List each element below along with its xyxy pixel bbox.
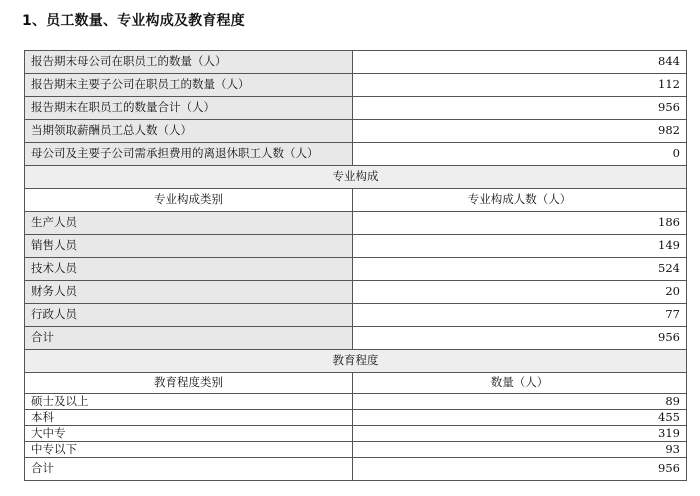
table-row	[25, 120, 687, 143]
table-row	[25, 442, 687, 458]
table-row	[25, 410, 687, 426]
row-label: 本科	[25, 410, 353, 426]
section-header-row	[25, 166, 687, 189]
row-label: 报告期末母公司在职员工的数量（人）	[25, 51, 353, 74]
table-row	[25, 51, 687, 74]
row-label: 行政人员	[25, 304, 353, 327]
column-header-row	[25, 373, 687, 394]
row-value: 524	[353, 258, 687, 281]
row-label: 技术人员	[25, 258, 353, 281]
table-row-total	[25, 458, 687, 481]
row-value: 112	[353, 74, 687, 97]
table-row	[25, 97, 687, 120]
table-row	[25, 74, 687, 97]
column-header-category: 教育程度类别	[25, 373, 353, 394]
row-label: 报告期末在职员工的数量合计（人）	[25, 97, 353, 120]
table-row-total	[25, 327, 687, 350]
row-value: 93	[353, 442, 687, 458]
row-value: 20	[353, 281, 687, 304]
row-label: 合计	[25, 458, 353, 481]
page-title: 1、员工数量、专业构成及教育程度	[22, 13, 245, 29]
row-value: 844	[353, 51, 687, 74]
row-label: 销售人员	[25, 235, 353, 258]
section-title-education: 教育程度	[25, 350, 687, 373]
row-value: 982	[353, 120, 687, 143]
employee-table	[24, 50, 687, 481]
row-value: 956	[353, 458, 687, 481]
row-value: 89	[353, 394, 687, 410]
row-label: 母公司及主要子公司需承担费用的离退休职工人数（人）	[25, 143, 353, 166]
row-value: 455	[353, 410, 687, 426]
column-header-count: 数量（人）	[353, 373, 687, 394]
row-label: 报告期末主要子公司在职员工的数量（人）	[25, 74, 353, 97]
row-value: 319	[353, 426, 687, 442]
row-label: 中专以下	[25, 442, 353, 458]
table-row	[25, 212, 687, 235]
row-value: 149	[353, 235, 687, 258]
row-label: 当期领取薪酬员工总人数（人）	[25, 120, 353, 143]
row-value: 0	[353, 143, 687, 166]
row-value: 77	[353, 304, 687, 327]
section-header-row	[25, 350, 687, 373]
column-header-row	[25, 189, 687, 212]
row-label: 硕士及以上	[25, 394, 353, 410]
table-row	[25, 394, 687, 410]
table-row	[25, 304, 687, 327]
column-header-count: 专业构成人数（人）	[353, 189, 687, 212]
row-label: 生产人员	[25, 212, 353, 235]
row-value: 956	[353, 97, 687, 120]
row-value: 186	[353, 212, 687, 235]
table-row	[25, 258, 687, 281]
row-label: 财务人员	[25, 281, 353, 304]
table-row	[25, 143, 687, 166]
table-row	[25, 426, 687, 442]
section-title-professional: 专业构成	[25, 166, 687, 189]
table-row	[25, 235, 687, 258]
row-value: 956	[353, 327, 687, 350]
column-header-category: 专业构成类别	[25, 189, 353, 212]
table-row	[25, 281, 687, 304]
row-label: 合计	[25, 327, 353, 350]
row-label: 大中专	[25, 426, 353, 442]
